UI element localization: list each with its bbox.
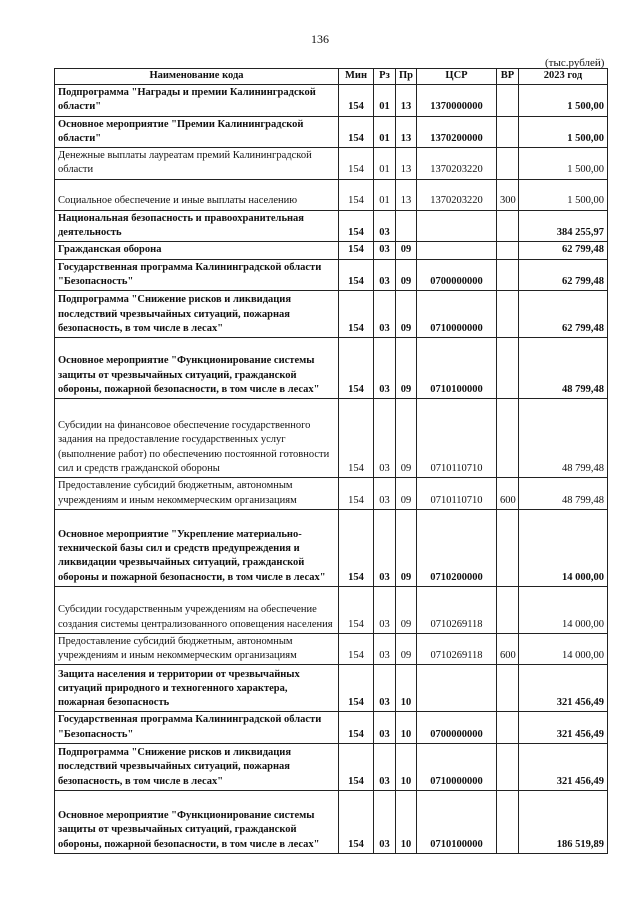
row-name: Основное мероприятие "Укрепление материально-технической базы сил и средств предупреждения и ликвидации чрезвычайных ситуаций, гражданской обороны и пожарной безопасности, в том числе в лесах" [55,509,339,586]
row-amount: 1 500,00 [519,179,608,210]
row-csr: 0700000000 [417,712,497,744]
row-amount: 321 456,49 [519,665,608,712]
table-row [55,478,608,510]
row-rz: 01 [374,85,396,117]
row-vr [497,85,519,117]
row-vr [497,744,519,791]
row-amount: 1 500,00 [519,148,608,180]
row-pr: 13 [396,85,417,117]
row-name: Денежные выплаты лауреатам премий Калининградской области [55,148,339,180]
row-pr: 09 [396,478,417,510]
row-pr: 09 [396,291,417,338]
row-min: 154 [339,586,374,633]
table-row [55,586,608,633]
row-amount: 48 799,48 [519,478,608,510]
row-pr: 13 [396,179,417,210]
row-pr: 09 [396,242,417,259]
row-amount: 48 799,48 [519,338,608,399]
row-amount: 384 255,97 [519,210,608,242]
table-row [55,399,608,478]
row-pr: 13 [396,148,417,180]
row-vr [497,338,519,399]
row-vr [497,210,519,242]
row-rz: 03 [374,259,396,291]
row-csr: 0710110710 [417,399,497,478]
page-number: 136 [311,32,329,46]
row-name: Государственная программа Калининградской области "Безопасность" [55,259,339,291]
row-vr: 600 [497,478,519,510]
row-pr: 10 [396,665,417,712]
row-csr: 0710000000 [417,744,497,791]
row-name: Подпрограмма "Снижение рисков и ликвидация последствий чрезвычайных ситуаций, пожарная безопасность, в том числе в лесах" [55,291,339,338]
row-min: 154 [339,242,374,259]
row-amount: 48 799,48 [519,399,608,478]
row-vr [497,665,519,712]
row-csr: 0710200000 [417,509,497,586]
row-name: Национальная безопасность и правоохранительная деятельность [55,210,339,242]
row-csr: 0710269118 [417,633,497,665]
row-csr [417,242,497,259]
col-header-csr: ЦСР [417,69,497,85]
row-vr [497,712,519,744]
row-name: Защита населения и территории от чрезвычайных ситуаций природного и техногенного характера, пожарная безопасность [55,665,339,712]
row-vr [497,116,519,148]
col-header-min: Мин [339,69,374,85]
row-min: 154 [339,148,374,180]
row-name: Субсидии государственным учреждениям на обеспечение создания системы централизованного оповещения населения [55,586,339,633]
col-header-vr: ВР [497,69,519,85]
row-csr: 0710100000 [417,338,497,399]
row-min: 154 [339,399,374,478]
row-name: Социальное обеспечение и иные выплаты населению [55,179,339,210]
row-csr: 0710000000 [417,291,497,338]
row-min: 154 [339,712,374,744]
row-min: 154 [339,259,374,291]
table-row [55,210,608,242]
table-row [55,116,608,148]
row-name: Подпрограмма "Награды и премии Калининградской области" [55,85,339,117]
table-row [55,712,608,744]
row-min: 154 [339,633,374,665]
table-row [55,791,608,854]
row-rz: 03 [374,744,396,791]
row-csr [417,210,497,242]
row-pr [396,210,417,242]
row-pr: 09 [396,586,417,633]
row-csr: 1370203220 [417,148,497,180]
row-vr [497,291,519,338]
row-amount: 62 799,48 [519,259,608,291]
row-vr [497,259,519,291]
row-pr: 09 [396,633,417,665]
row-rz: 01 [374,179,396,210]
row-rz: 01 [374,116,396,148]
row-vr [497,509,519,586]
units-label: (тыс.рублей) [545,57,605,69]
row-vr [497,242,519,259]
row-min: 154 [339,179,374,210]
budget-table [54,68,608,854]
row-vr: 600 [497,633,519,665]
table-row [55,85,608,117]
table-row [55,633,608,665]
row-min: 154 [339,744,374,791]
row-rz: 03 [374,242,396,259]
table-header-row [55,69,608,85]
row-vr [497,586,519,633]
row-rz: 03 [374,665,396,712]
row-rz: 03 [374,291,396,338]
row-pr: 09 [396,509,417,586]
row-rz: 03 [374,791,396,854]
row-pr: 09 [396,399,417,478]
row-amount: 62 799,48 [519,291,608,338]
row-pr: 13 [396,116,417,148]
row-csr: 0710269118 [417,586,497,633]
table-row [55,665,608,712]
row-rz: 03 [374,509,396,586]
row-amount: 1 500,00 [519,116,608,148]
col-header-amount: 2023 год [519,69,608,85]
row-name: Основное мероприятие "Премии Калининградской области" [55,116,339,148]
row-csr [417,665,497,712]
row-rz: 03 [374,210,396,242]
row-pr: 10 [396,744,417,791]
row-min: 154 [339,509,374,586]
row-vr: 300 [497,179,519,210]
table-row [55,242,608,259]
row-amount: 321 456,49 [519,744,608,791]
col-header-pr: Пр [396,69,417,85]
row-amount: 14 000,00 [519,586,608,633]
row-rz: 03 [374,586,396,633]
row-amount: 321 456,49 [519,712,608,744]
row-pr: 09 [396,259,417,291]
row-amount: 14 000,00 [519,633,608,665]
table-row [55,509,608,586]
row-min: 154 [339,291,374,338]
table-row [55,148,608,180]
row-min: 154 [339,338,374,399]
row-csr: 0710100000 [417,791,497,854]
row-pr: 09 [396,338,417,399]
col-header-rz: Рз [374,69,396,85]
row-csr: 0700000000 [417,259,497,291]
row-name: Гражданская оборона [55,242,339,259]
row-min: 154 [339,116,374,148]
row-vr [497,791,519,854]
row-vr [497,148,519,180]
row-name: Основное мероприятие "Функционирование системы защиты от чрезвычайных ситуаций, гражданской обороны, пожарной безопасности, в том числе в лесах" [55,338,339,399]
row-vr [497,399,519,478]
table-row [55,338,608,399]
row-min: 154 [339,791,374,854]
col-header-name: Наименование кода [55,69,339,85]
row-name: Государственная программа Калининградской области "Безопасность" [55,712,339,744]
row-name: Подпрограмма "Снижение рисков и ликвидация последствий чрезвычайных ситуаций, пожарная безопасность, в том числе в лесах" [55,744,339,791]
table-row [55,259,608,291]
row-min: 154 [339,85,374,117]
row-rz: 03 [374,712,396,744]
row-csr: 1370203220 [417,179,497,210]
table-row [55,179,608,210]
row-name: Основное мероприятие "Функционирование системы защиты от чрезвычайных ситуаций, гражданской обороны, пожарной безопасности, в том числе в лесах" [55,791,339,854]
row-min: 154 [339,665,374,712]
row-rz: 03 [374,338,396,399]
row-rz: 01 [374,148,396,180]
row-name: Субсидии на финансовое обеспечение государственного задания на предоставление государственных услуг (выполнение работ) по обеспечению постоянной готовности сил и средств гражданской обороны [55,399,339,478]
row-min: 154 [339,478,374,510]
row-csr: 0710110710 [417,478,497,510]
row-rz: 03 [374,633,396,665]
row-amount: 1 500,00 [519,85,608,117]
table-row [55,291,608,338]
row-rz: 03 [374,399,396,478]
table-row [55,744,608,791]
row-min: 154 [339,210,374,242]
row-pr: 10 [396,791,417,854]
row-amount: 14 000,00 [519,509,608,586]
row-name: Предоставление субсидий бюджетным, автономным учреждениям и иным некоммерческим организациям [55,478,339,510]
row-amount: 186 519,89 [519,791,608,854]
row-name: Предоставление субсидий бюджетным, автономным учреждениям и иным некоммерческим организациям [55,633,339,665]
row-csr: 1370200000 [417,116,497,148]
row-csr: 1370000000 [417,85,497,117]
row-amount: 62 799,48 [519,242,608,259]
row-pr: 10 [396,712,417,744]
row-rz: 03 [374,478,396,510]
